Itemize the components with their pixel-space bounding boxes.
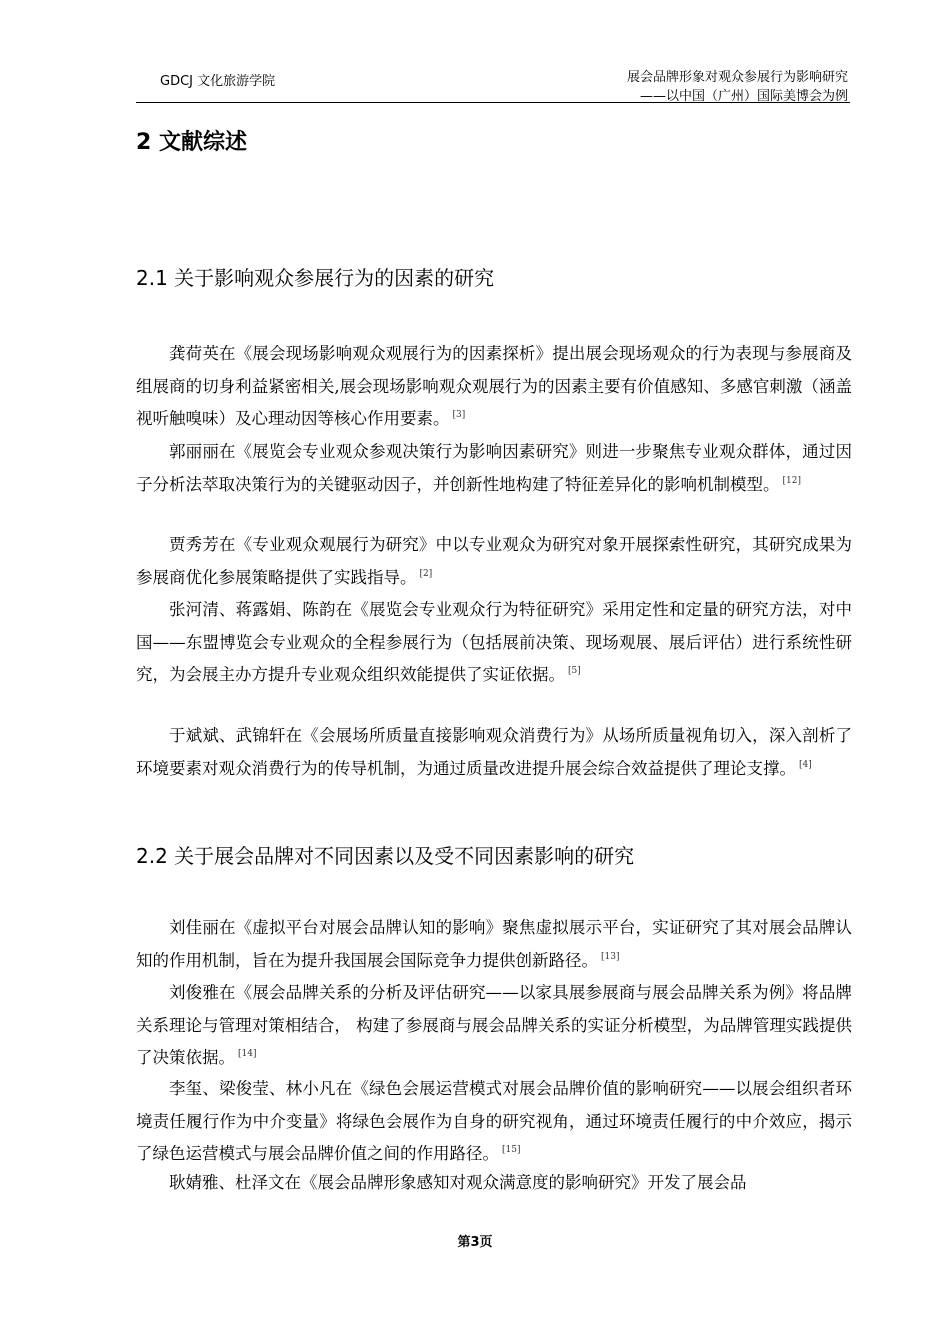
- citation: [2]: [419, 568, 433, 579]
- paragraph-gong-heying: 龚荷英在《展会现场影响观众观展行为的因素探析》提出展会现场观众的行为表现与参展商及组展商的切身利益紧密相关,展会现场影响观众观展行为的因素主要有价值感知、多感官刺激（涵盖视听触嗅味）及心理动因等核心作用要素。 [3]: [136, 344, 852, 429]
- paragraph-guo-lili: 郭丽丽在《展览会专业观众参观决策行为影响因素研究》则进一步聚焦专业观众群体，通过因子分析法萃取决策行为的关键驱动因子，并创新性地构建了特征差异化的影响机制模型。 [12]: [136, 442, 852, 494]
- citation: [14]: [238, 1049, 257, 1060]
- paragraph-zhang-heqing: 张河清、蒋露娟、陈韵在《展览会专业观众行为特征研究》采用定性和定量的研究方法，对中国——东盟博览会专业观众的全程参展行为（包括展前决策、现场观展、展后评估）进行系统性研究，为会展主办方提升专业观众组织效能提供了实证依据。 [5]: [136, 600, 852, 685]
- paragraph-li-xi: 李玺、梁俊莹、林小凡在《绿色会展运营模式对展会品牌价值的影响研究——以展会组织者环境责任履行作为中介变量》将绿色会展作为自身的研究视角，通过环境责任履行的中介效应，揭示了绿色运营模式与展会品牌价值之间的作用路径。 [15]: [136, 1079, 852, 1164]
- paragraph-jia-xiufang: 贾秀芳在《专业观众观展行为研究》中以专业观众为研究对象开展探索性研究，其研究成果为参展商优化参展策略提供了实践指导。 [2]: [136, 535, 852, 587]
- section-2-1-title: 2.1 关于影响观众参展行为的因素的研究: [136, 266, 495, 290]
- header-title-line2: ——以中国（广州）国际美博会为例: [639, 89, 848, 104]
- header-title-line1: 展会品牌形象对观众参展行为影响研究: [626, 70, 848, 85]
- citation: [13]: [601, 951, 620, 962]
- paragraph-liu-jiali: 刘佳丽在《虚拟平台对展会品牌认知的影响》聚焦虚拟展示平台，实证研究了其对展会品牌认知的作用机制，旨在为提升我国展会国际竞争力提供创新路径。 [13]: [136, 918, 852, 970]
- header-institution: GDCJ 文化旅游学院: [160, 74, 276, 89]
- page-number: 第3页: [457, 1235, 493, 1250]
- header-divider: [136, 102, 850, 103]
- section-2-2-title: 2.2 关于展会品牌对不同因素以及受不同因素影响的研究: [136, 844, 635, 868]
- citation: [15]: [502, 1145, 521, 1156]
- citation: [12]: [782, 475, 801, 486]
- citation: [3]: [452, 410, 466, 421]
- paragraph-yu-binbin: 于斌斌、武锦轩在《会展场所质量直接影响观众消费行为》从场所质量视角切入，深入剖析了环境要素对观众消费行为的传导机制，为通过质量改进提升展会综合效益提供了理论支撑。 [4]: [136, 726, 852, 778]
- paragraph-liu-junya: 刘俊雅在《展会品牌关系的分析及评估研究——以家具展参展商与展会品牌关系为例》将品牌关系理论与管理对策相结合， 构建了参展商与展会品牌关系的实证分析模型，为品牌管理实践提供了决策依据。 [14]: [136, 983, 852, 1068]
- paragraph-geng-jingya: 耿婧雅、杜泽文在《展会品牌形象感知对观众满意度的影响研究》开发了展会品: [169, 1173, 747, 1192]
- header-thesis-title: [627, 68, 848, 106]
- citation: [5]: [568, 666, 581, 677]
- citation: [4]: [799, 759, 812, 770]
- chapter-title: 2 文献综述: [136, 130, 247, 155]
